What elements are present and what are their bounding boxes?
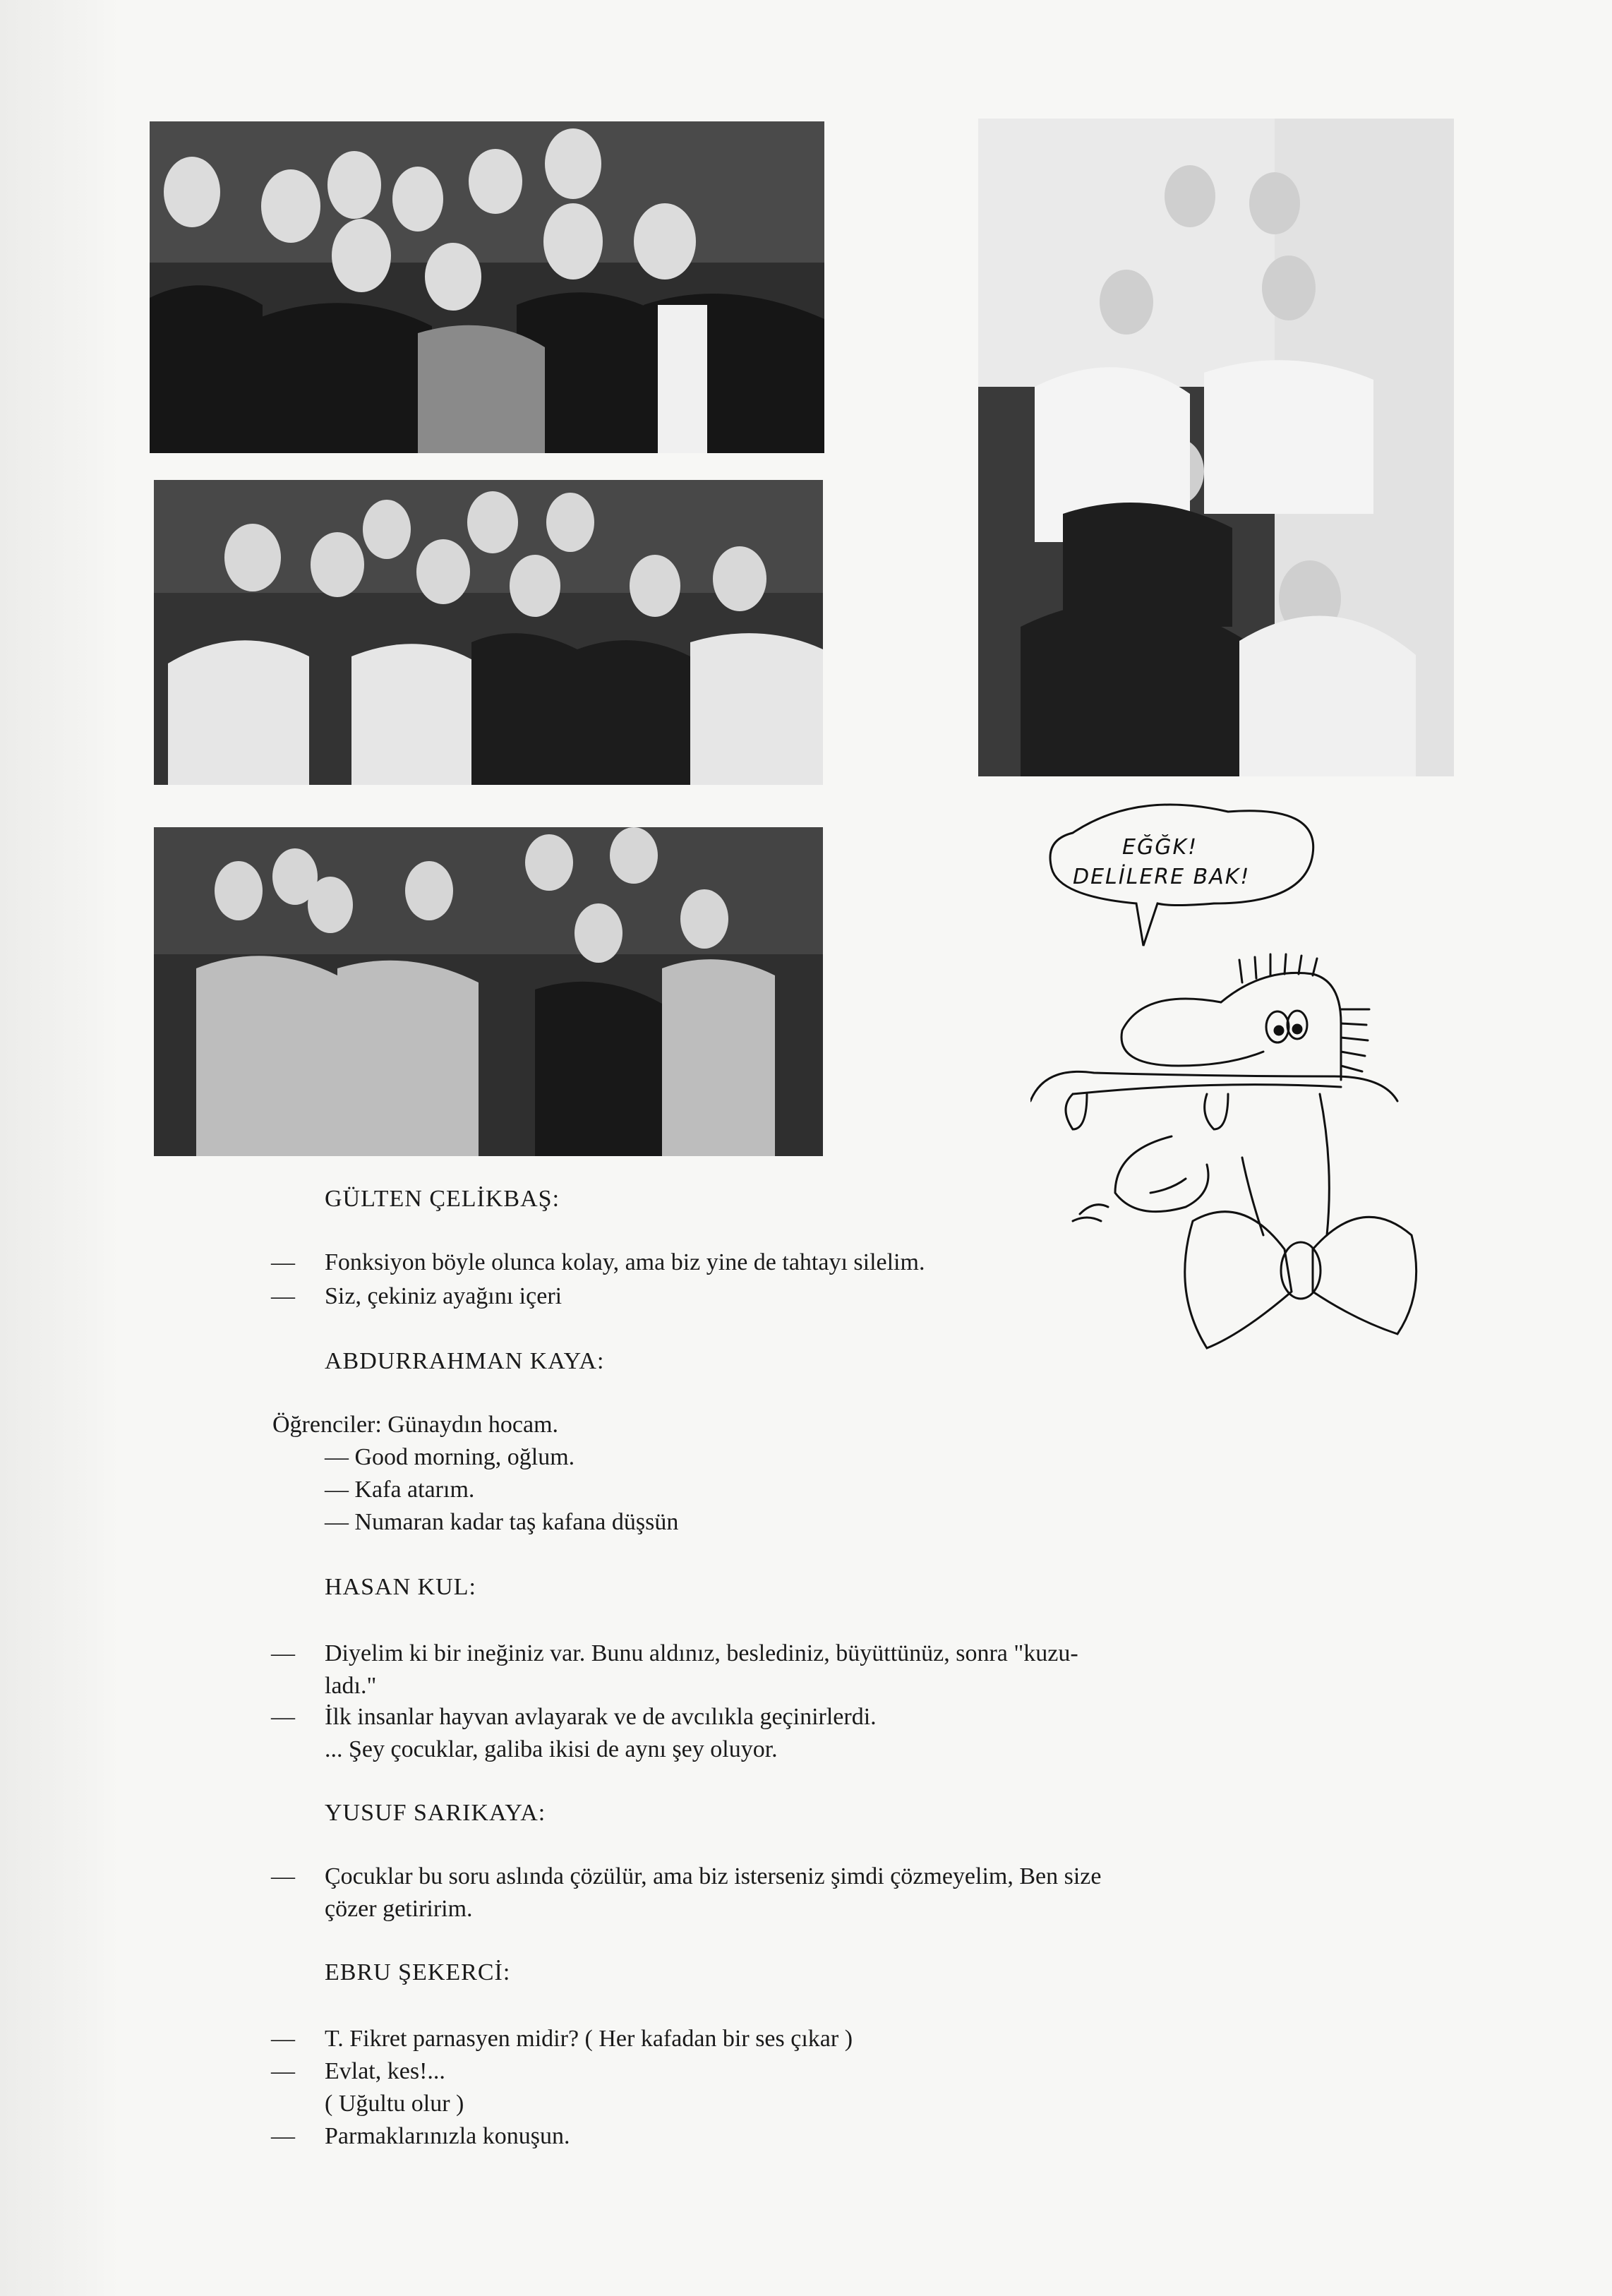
dialogue-line: Fonksiyon böyle olunca kolay, ama biz yine de tahtayı silelim.: [325, 1249, 925, 1275]
group-photo-3: [154, 827, 823, 1156]
dialogue-dash: —: [271, 1640, 295, 1666]
group-photo-2: [154, 480, 823, 785]
dialogue-line: — Numaran kadar taş kafana düşsün: [325, 1509, 679, 1535]
cartoon-drawing: [1030, 798, 1440, 1398]
dialogue-line: ... Şey çocuklar, galiba ikisi de aynı şey oluyor.: [325, 1736, 778, 1762]
dialogue-line: ( Uğultu olur ): [325, 2091, 464, 2117]
speaker-name: ABDURRAHMAN KAYA:: [325, 1348, 605, 1374]
page-edge: [0, 0, 119, 2296]
dialogue-dash: —: [271, 2123, 295, 2149]
dialogue-dash: —: [271, 2058, 295, 2084]
dialogue-line: Parmaklarınızla konuşun.: [325, 2123, 570, 2149]
group-photo-4: [978, 119, 1454, 776]
dialogue-dash: —: [271, 1249, 295, 1275]
speaker-name: EBRU ŞEKERCİ:: [325, 1959, 511, 1985]
speaker-name: GÜLTEN ÇELİKBAŞ:: [325, 1186, 560, 1212]
dialogue-line: — Good morning, oğlum.: [325, 1444, 575, 1470]
cartoon-bubble-line2: DELİLERE BAK!: [1073, 865, 1251, 889]
dialogue-line: — Kafa atarım.: [325, 1477, 475, 1503]
dialogue-line: Çocuklar bu soru aslında çözülür, ama biz isterseniz şimdi çözmeyelim, Ben size: [325, 1863, 1102, 1889]
dialogue-line: Siz, çekiniz ayağını içeri: [325, 1283, 563, 1309]
dialogue-dash: —: [271, 2026, 295, 2052]
dialogue-dash: —: [271, 1704, 295, 1730]
dialogue-intro: Öğrenciler: Günaydın hocam.: [272, 1412, 559, 1438]
dialogue-line: T. Fikret parnasyen midir? ( Her kafadan bir ses çıkar ): [325, 2026, 853, 2052]
dialogue-line: çözer getiririm.: [325, 1896, 473, 1922]
speaker-name: HASAN KUL:: [325, 1574, 476, 1600]
dialogue-line: Diyelim ki bir ineğiniz var. Bunu aldınız, beslediniz, büyüttünüz, sonra "kuzu-: [325, 1640, 1078, 1666]
dialogue-line: ladı.": [325, 1673, 377, 1699]
group-photo-1: [150, 121, 824, 453]
dialogue-dash: —: [271, 1863, 295, 1889]
dialogue-dash: —: [271, 1283, 295, 1309]
speaker-name: YUSUF SARIKAYA:: [325, 1800, 546, 1826]
cartoon-bubble-line1: EĞĞK!: [1122, 835, 1198, 860]
dialogue-line: İlk insanlar hayvan avlayarak ve de avcılıkla geçinirlerdi.: [325, 1704, 877, 1730]
dialogue-line: Evlat, kes!...: [325, 2058, 445, 2084]
